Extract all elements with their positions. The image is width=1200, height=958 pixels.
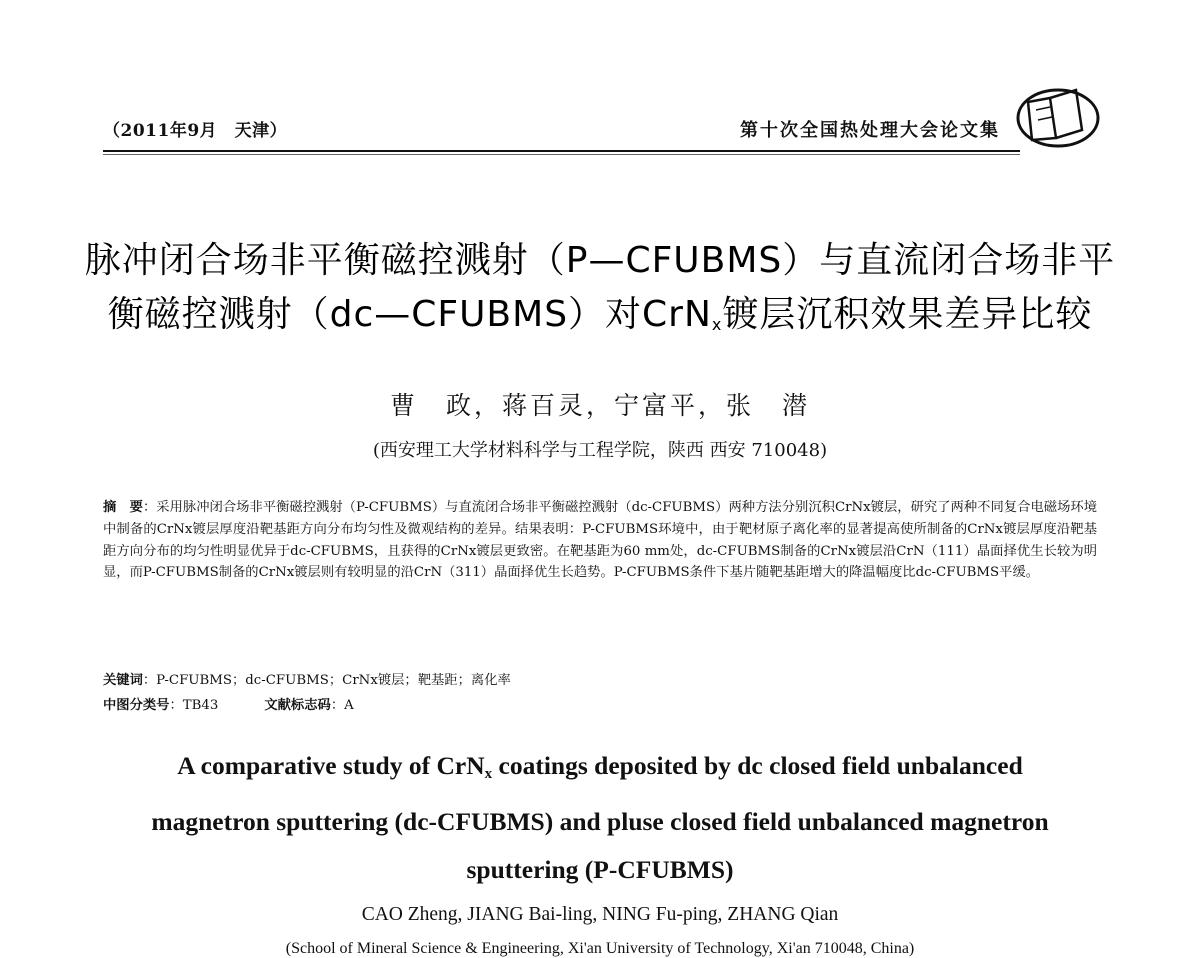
paper-title-english	[40, 742, 1160, 894]
doc-code-value: ：A	[330, 698, 354, 713]
authors-chinese: 曹 政，蒋百灵，宁富平，张 潜	[389, 391, 810, 420]
title-en-line-2: magnetron sputtering (dc-CFUBMS) and pluse closed field unbalanced magnetron	[151, 807, 1049, 836]
title-en-line-1-b: coatings deposited by dc closed field unbalanced	[492, 751, 1023, 780]
title-en-line-1	[40, 742, 1160, 798]
affiliation-chinese: (西安理工大学材料科学与工程学院，陕西 西安 710048)	[372, 440, 828, 461]
open-book-logo	[1010, 80, 1100, 150]
affiliation-english: (School of Mineral Science & Engineering, Xi'an University of Technology, Xi'an 710048, China)	[285, 940, 915, 957]
authors-english: CAO Zheng, JIANG Bai-ling, NING Fu-ping, ZHANG Qian	[361, 904, 839, 925]
header-rule	[103, 150, 1020, 152]
abstract-text: ：采用脉冲闭合场非平衡磁控溅射（P-CFUBMS）与直流闭合场非平衡磁控溅射（dc-CFUBMS）两种方法分别沉积CrNx镀层，研究了两种不同复合电磁场环境中制备的CrNx镀层厚度沿靶基距方向分布均匀性及微观结构的差异。结果表明：P-CFUBMS环境中，由于靶材原子离化率的显著提高使所制备的CrNx镀层厚度沿靶基距方向分布的均匀性明显优异于dc-CFUBMS，且获得的CrNx镀层更致密。在靶基距为60 mm处，dc-CFUBMS制备的CrNx镀层沿CrN（111）晶面择优生长较为明显，而P-CFUBMS制备的CrNx镀层则有较明显的沿CrN（311）晶面择优生长趋势。P-CFUBMS条件下基片随靶基距增大的降温幅度比dc-CFUBMS平缓。	[103, 500, 1098, 581]
keywords-label: 关键词	[103, 673, 143, 688]
clc-label: 中图分类号	[103, 698, 170, 713]
title-cn-subscript: x	[711, 315, 723, 334]
abstract-chinese	[103, 497, 1097, 584]
doc-code-label: 文献标志码	[264, 698, 331, 713]
paper-title-chinese	[60, 234, 1140, 352]
classification-line	[103, 694, 354, 713]
title-cn-line-2	[60, 288, 1140, 352]
header-proceedings-title: 第十次全国热处理大会论文集	[740, 120, 1000, 141]
keywords-text: ：P-CFUBMS；dc-CFUBMS；CrNx镀层；靶基距；离化率	[142, 673, 511, 688]
title-cn-line-1: 脉冲闭合场非平衡磁控溅射（P—CFUBMS）与直流闭合场非平	[84, 240, 1116, 281]
title-en-line-3: sputtering (P-CFUBMS)	[466, 855, 734, 884]
abstract-label: 摘 要	[103, 500, 143, 515]
header-rule-thin	[103, 154, 1020, 155]
title-cn-line-2-a: 衡磁控溅射（dc—CFUBMS）对CrN	[107, 294, 712, 335]
clc-value: ：TB43	[169, 698, 219, 713]
title-en-line-1-a: A comparative study of CrN	[177, 751, 485, 780]
keywords	[103, 669, 511, 688]
title-cn-line-2-b: 镀层沉积效果差异比较	[722, 294, 1093, 335]
title-en-subscript: x	[484, 766, 493, 782]
header-date-location: （2011年9月 天津）	[103, 121, 288, 141]
